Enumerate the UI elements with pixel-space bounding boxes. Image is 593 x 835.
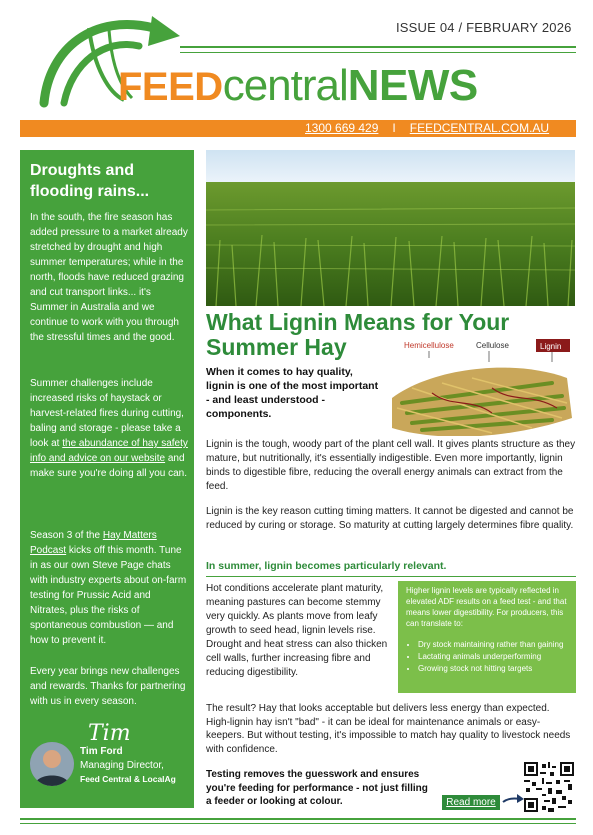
masthead-news: NEWS [347, 61, 478, 110]
arrow-right-icon [502, 791, 524, 805]
qr-code-icon[interactable] [524, 762, 574, 812]
header-rule [180, 46, 576, 48]
sidebar [20, 150, 194, 808]
sidebar-paragraph-3 [30, 528, 190, 648]
avatar [30, 742, 74, 786]
author-organization: Feed Central & LocalAg [80, 774, 176, 784]
plant-cell-wall-diagram [384, 336, 577, 436]
sidebar-p2-text: Summer challenges include increased risks of haystack or harvest-related fires during cutting, baling and storage - please take a look at [30, 378, 184, 449]
list-item: • Dry stock maintaining rather than gaining [418, 639, 582, 650]
phone-link[interactable]: 1300 669 429 [305, 121, 379, 135]
list-item: • Growing stock not hitting targets [418, 663, 582, 674]
person-icon [30, 742, 74, 786]
article-lead: When it comes to hay quality, lignin is one of the most important - and least understood - components. [206, 366, 379, 420]
contact-row [305, 121, 549, 135]
signature: Tim [88, 721, 131, 746]
article-closing-statement: Testing removes the guesswork and ensures you're feeding for performance - not just filling a feeder or looking at colour. [206, 769, 428, 807]
lignin-label: Lignin [540, 342, 562, 351]
hay-field-photo [206, 150, 575, 306]
read-more-button[interactable]: Read more [442, 795, 500, 810]
article-column-text: Hot conditions accelerate plant maturity, meaning pastures can become stemmy very quickly. As plants move from leafy growth to seed head, lignin levels rise. Drought and heat stress can also thicken cell walls, further increasing fibre and reducing digestibility. [206, 583, 388, 678]
article-result-paragraph: The result? Hay that looks acceptable but delivers less energy than expected. High-lignin hay isn't "bad" - it can be ideal for maintenance animals or easy-keepers. But without testing, it's impossible to match hay quality to livestock needs with confidence. [206, 703, 571, 755]
sidebar-paragraph-2 [30, 376, 190, 481]
masthead-title [118, 61, 478, 116]
contact-separator: I [392, 121, 396, 135]
author-name: Tim Ford [80, 746, 123, 757]
cellulose-label: Cellulose [476, 341, 509, 350]
issue-label: ISSUE 04 / FEBRUARY 2026 [396, 20, 572, 35]
sidebar-p2-text-end: and make sure you're doing all you can. [30, 453, 187, 479]
sidebar-title: Droughts and flooding rains... [30, 162, 150, 200]
article-paragraph-1: Lignin is the tough, woody part of the plant cell wall. It gives plants structure as they mature, but nutritionally, it's essentially indigestible. Even more importantly, lignin binds to digestible fibre, reducing the overall energy animals can extract from the feed. [206, 439, 576, 492]
sidebar-paragraph-4: Every year brings new challenges and rewards. Thanks for partnering with us in every season. [30, 666, 186, 707]
author-role: Managing Director, [80, 760, 164, 771]
footer-rule [20, 818, 576, 820]
hay-matters-podcast-link[interactable]: Hay Matters Podcast [30, 530, 157, 556]
callout-box [398, 581, 576, 693]
header-rule-2 [180, 52, 576, 53]
sidebar-p3-text: Season 3 of the [30, 530, 103, 541]
list-item: • Lactating animals underperforming [418, 651, 582, 662]
hemicellulose-label: Hemicellulose [404, 341, 454, 350]
subheading-rule [206, 576, 576, 577]
website-link[interactable]: FEEDCENTRAL.COM.AU [409, 121, 550, 135]
masthead-central: central [222, 61, 348, 110]
sidebar-paragraph-1: In the south, the fire season has added pressure to a market already stretched by drought and high summer temperatures; while in the north, floods have reduced grazing and cut transport links... it's Summer in Australia and we continue to work with you through the stressful times and the good. [30, 212, 188, 343]
callout-text: Higher lignin levels are typically reflected in elevated ADF results on a feed test - and that means lower digestibility. For producers, this can translate to: [406, 586, 567, 628]
article-subheading: In summer, lignin becomes particularly relevant. [206, 560, 447, 572]
article-headline: What Lignin Means for Your Summer Hay [206, 309, 510, 360]
footer-rule-2 [20, 823, 576, 824]
article-paragraph-2: Lignin is the key reason cutting timing matters. It cannot be digested and cannot be reduced by curing or storage. So maturity at cutting largely determines fibre quality. [206, 506, 574, 531]
masthead-feed: FEED [118, 65, 223, 109]
sidebar-p3-text-end: kicks off this month. Tune in as our own Steve Page chats with industry experts about on-farm testing for Prussic Acid and Nitrates, plus the risks of spontaneous combustion — and how to prevent it. [30, 545, 187, 646]
callout-list [406, 639, 582, 675]
hay-safety-link[interactable]: the abundance of hay safety info and advice on our website [30, 438, 188, 464]
